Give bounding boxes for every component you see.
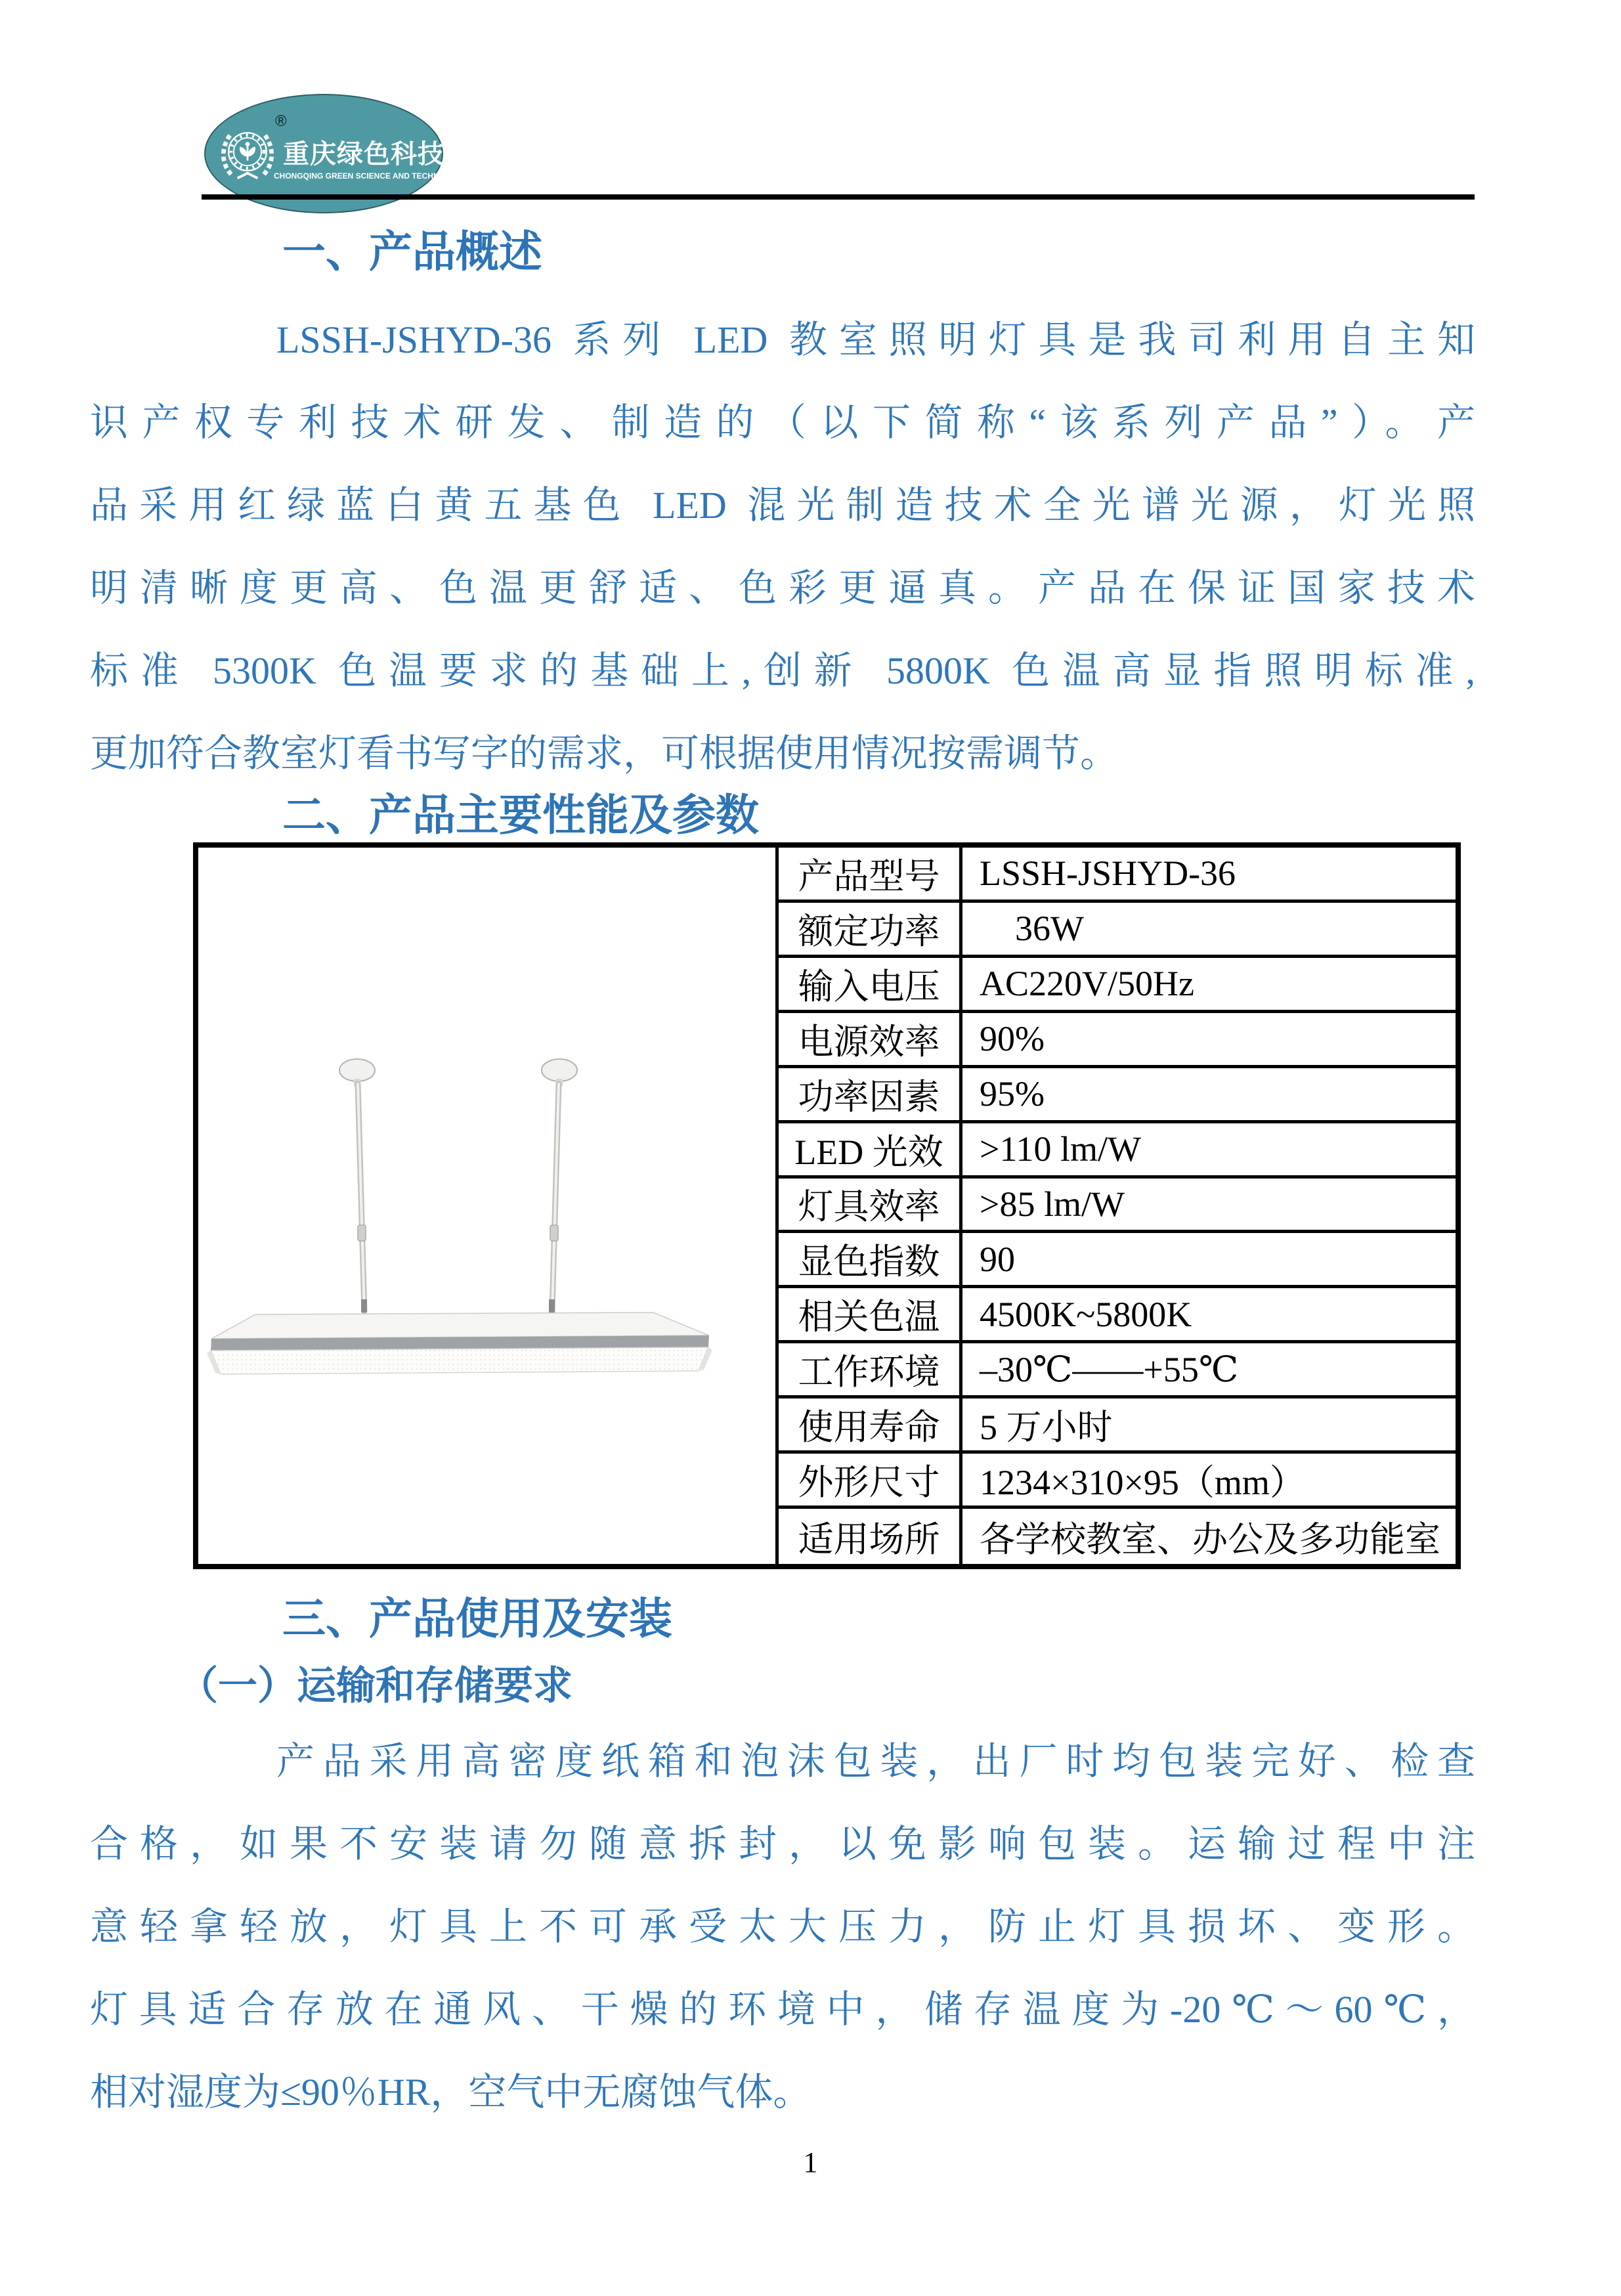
spec-label: 适用场所 bbox=[779, 1509, 962, 1564]
suspended-led-panel-light-illustration bbox=[198, 848, 770, 1564]
spec-value: 5 万小时 bbox=[962, 1398, 1456, 1454]
logo-name-english: CHONGQING GREEN SCIENCE AND TECHNOLOG bbox=[274, 171, 462, 181]
spec-label: 产品型号 bbox=[779, 848, 962, 903]
section2-title: 二、产品主要性能及参数 bbox=[282, 792, 759, 840]
paragraph-line: 品采用红绿蓝白黄五基色 LED 混光制造技术全光谱光源，灯光照 bbox=[90, 484, 1475, 527]
paragraph-line: 标准 5300K 色温要求的基础上,创新 5800K 色温高显指照明标准, bbox=[90, 649, 1475, 692]
spec-value: >110 lm/W bbox=[962, 1123, 1456, 1179]
paragraph-line: 相对湿度为≤90％HR，空气中无腐蚀气体。 bbox=[90, 2071, 811, 2113]
section1-title: 一、产品概述 bbox=[282, 228, 542, 276]
spec-value: 90% bbox=[962, 1013, 1456, 1068]
spec-label: 额定功率 bbox=[779, 903, 962, 958]
spec-label: 使用寿命 bbox=[779, 1398, 962, 1454]
spec-label: 功率因素 bbox=[779, 1068, 962, 1123]
registered-trademark-icon: ® bbox=[275, 112, 287, 130]
laurel-wreath-emblem-icon bbox=[216, 121, 279, 184]
spec-table bbox=[193, 842, 1461, 1569]
spec-label: 电源效率 bbox=[779, 1013, 962, 1068]
spec-value: AC220V/50Hz bbox=[962, 958, 1456, 1013]
spec-label: 灯具效率 bbox=[779, 1179, 962, 1234]
paragraph-line: 明清晰度更高、色温更舒适、色彩更逼真。产品在保证国家技术 bbox=[90, 567, 1475, 609]
section3-title: 三、产品使用及安装 bbox=[282, 1595, 672, 1643]
paragraph-line: LSSH-JSHYD-36 系列 LED 教室照明灯具是我司利用自主知 bbox=[276, 318, 1475, 361]
paragraph-line: 更加符合教室灯看书写字的需求，可根据使用情况按需调节。 bbox=[90, 732, 1119, 775]
spec-label: LED 光效 bbox=[779, 1123, 962, 1179]
paragraph-line: 合格，如果不安装请勿随意拆封，以免影响包装。运输过程中注 bbox=[90, 1823, 1475, 1865]
paragraph-line: 意轻拿轻放，灯具上不可承受太大压力，防止灯具损坏、变形。 bbox=[90, 1905, 1475, 1948]
spec-value: 各学校教室、办公及多功能室 bbox=[980, 1519, 1440, 1559]
spec-label: 外形尺寸 bbox=[779, 1454, 962, 1509]
spec-value: 4500K~5800K bbox=[962, 1288, 1456, 1343]
paragraph-line: 产品采用高密度纸箱和泡沫包装，出厂时均包装完好、检查 bbox=[276, 1740, 1475, 1783]
spec-value: 36W bbox=[962, 903, 1456, 958]
paragraph-line: 识产权专利技术研发、制造的（以下简称“该系列产品”）。产 bbox=[90, 401, 1475, 444]
spec-label: 显色指数 bbox=[779, 1233, 962, 1288]
spec-value: –30℃——+55℃ bbox=[962, 1343, 1456, 1398]
section3-paragraph bbox=[90, 1720, 1475, 2134]
spec-value: 90 bbox=[962, 1233, 1456, 1288]
paragraph-line: 灯具适合存放在通风、干燥的环境中，储存温度为-20℃～60℃， bbox=[90, 1988, 1475, 2031]
spec-label: 相关色温 bbox=[779, 1288, 962, 1343]
header-divider-rule bbox=[202, 194, 1475, 200]
section1-paragraph bbox=[90, 299, 1475, 795]
spec-value: 1234×310×95（mm） bbox=[962, 1454, 1456, 1509]
product-photo-cell bbox=[198, 848, 779, 1564]
spec-value: LSSH-JSHYD-36 bbox=[962, 848, 1456, 903]
page-number: 1 bbox=[803, 2146, 818, 2178]
spec-label: 输入电压 bbox=[779, 958, 962, 1013]
spec-label: 工作环境 bbox=[779, 1343, 962, 1398]
spec-value: 95% bbox=[962, 1068, 1456, 1123]
logo-name-chinese: 重庆绿色科技 bbox=[283, 140, 444, 169]
section3-subsection-title: （一）运输和存储要求 bbox=[179, 1664, 573, 1708]
spec-value: >85 lm/W bbox=[962, 1179, 1456, 1234]
